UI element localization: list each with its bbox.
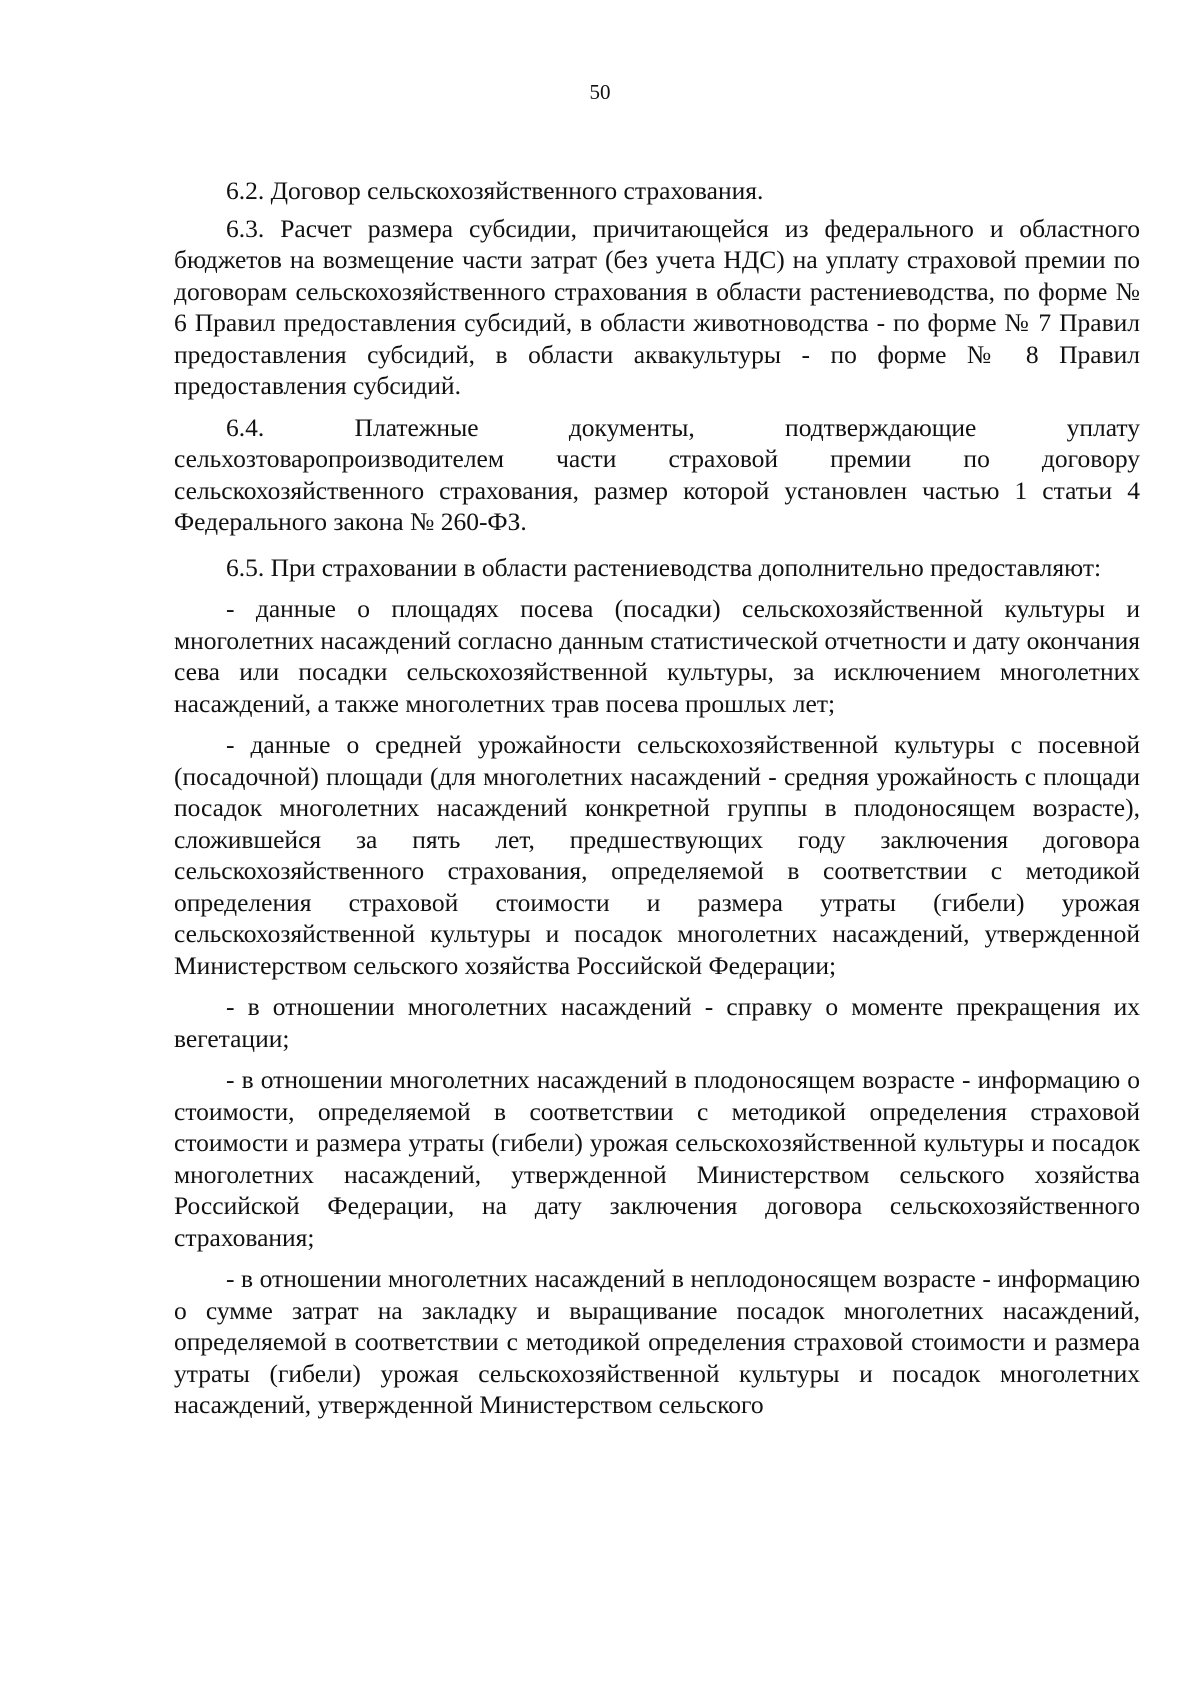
paragraph-6-3: 6.3. Расчет размера субсидии, причитающейся из федерального и областного бюджетов на возмещение части затрат (без учета НДС) на уплату страховой премии по договорам сельскохозяйственного страхования в области растениеводства, по форме № 6 Правил предоставления субсидий, в области животноводства - по форме № 7 Правил предоставления субсидий, в области аквакультуры - по форме № 8 Правил предоставления субсидий. bbox=[174, 213, 1140, 400]
list-item-fruiting-age: - в отношении многолетних насаждений в плодоносящем возрасте - информацию о стоимости, определяемой в соответствии с методикой определения страховой стоимости и размера утраты (гибели) урожая сельскохозяйственной культуры и посадок многолетних насаждений, утвержденной Министерством сельского хозяйства Российской Федерации, на дату заключения договора сельскохозяйственного страхования; bbox=[174, 1065, 1140, 1252]
paragraph-6-4: 6.4. Платежные документы, подтверждающие уплату сельхозтоваропроизводителем части страховой премии по договору сельскохозяйственного страхования, размер которой установлен частью 1 статьи 4 Федерального закона № 260-ФЗ. bbox=[174, 412, 1140, 536]
list-item-non-fruiting-age: - в отношении многолетних насаждений в неплодоносящем возрасте - информацию о сумме затрат на закладку и выращивание посадок многолетних насаждений, определяемой в соответствии с методикой определения страховой стоимости и размера утраты (гибели) урожая сельскохозяйственной культуры и посадок многолетних насаждений, утвержденной Министерством сельского bbox=[174, 1264, 1140, 1419]
document-body bbox=[174, 175, 1140, 1421]
list-item-sowing-area: - данные о площадях посева (посадки) сельскохозяйственной культуры и многолетних насаждений согласно данным статистической отчетности и дату окончания сева или посадки сельскохозяйственной культуры, за исключением многолетних насаждений, а также многолетних трав посева прошлых лет; bbox=[174, 594, 1140, 718]
list-item-vegetation-end: - в отношении многолетних насаждений - справку о моменте прекращения их вегетации; bbox=[174, 992, 1140, 1053]
page-number: 50 bbox=[589, 80, 611, 104]
paragraph-6-5: 6.5. При страховании в области растениеводства дополнительно предоставляют: bbox=[226, 552, 1102, 582]
paragraph-6-2: 6.2. Договор сельскохозяйственного страхования. bbox=[226, 176, 764, 205]
list-item-average-yield: - данные о средней урожайности сельскохозяйственной культуры с посевной (посадочной) площади (для многолетних насаждений - средняя урожайность с площади посадок многолетних насаждений конкретной группы в плодоносящем возрасте), сложившейся за пять лет, предшествующих году заключения договора сельскохозяйственного страхования, определяемой в соответствии с методикой определения страховой стоимости и размера утраты (гибели) урожая сельскохозяйственной культуры и посадок многолетних насаждений, утвержденной Министерством сельского хозяйства Российской Федерации; bbox=[174, 730, 1140, 980]
